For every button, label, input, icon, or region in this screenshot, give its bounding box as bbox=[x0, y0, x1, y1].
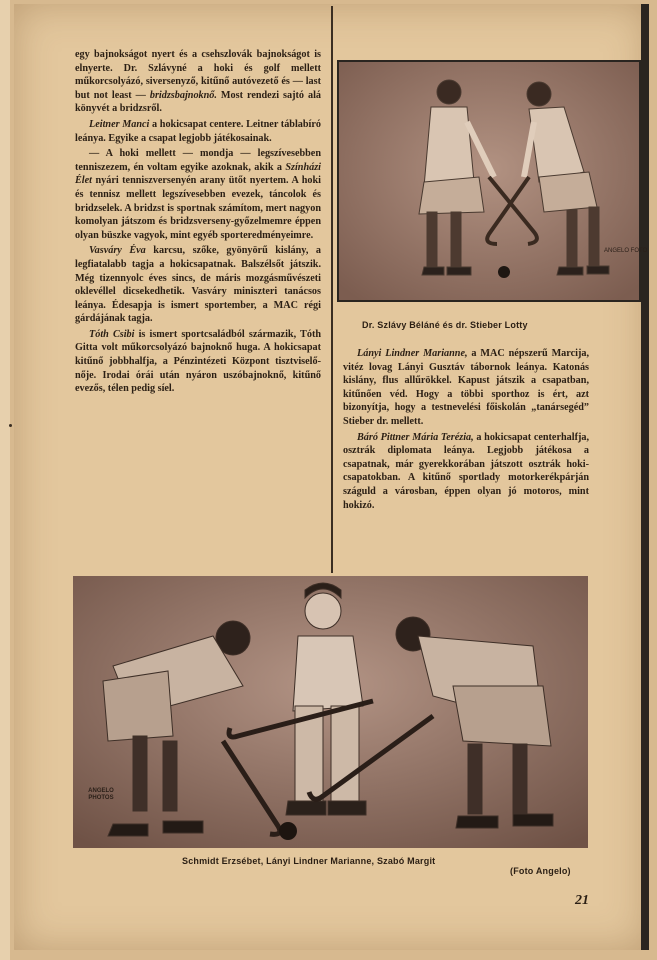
text-span: nyári tenniszversenyén arany ütőt nyertem. A hoki és tennisz mellett legszívesebben evezek, táncolok és bridzselek. A bridzst is sportnak számítom, mert nagyon komolyan játszom és bridzsverseny-győzelmemre éppen olyan büszke vagyok, mint egyéb sporteredményeimre. bbox=[75, 175, 321, 241]
text-span: is ismert sportcsaládból származik, Tóth Gitta volt műkorcsolyázó bajnoknő huga. A hokicsapat kitűnő jobbhalfja, a Pénzintézeti Központ tisztviselőnője. Irodai órái után nyáron uszóbajnoknő, kitűnő evezős, télen pedig síel. bbox=[75, 328, 321, 395]
paragraph bbox=[75, 48, 321, 116]
right-text-column bbox=[343, 347, 589, 514]
page-edge-right bbox=[641, 4, 649, 950]
top-photo bbox=[337, 60, 648, 302]
bottom-photo-stamp: ANGELO PHOTOS bbox=[88, 788, 114, 801]
bottom-photo bbox=[73, 576, 588, 848]
photo-stamp: ANGELO FOTO bbox=[604, 248, 648, 254]
text-span: — A hoki mellett — mondja — legszívesebben tenniszezem, én voltam egyike azoknak, akik a bbox=[75, 148, 321, 173]
paragraph bbox=[75, 244, 321, 326]
top-photo-image bbox=[339, 62, 648, 300]
paragraph bbox=[343, 347, 589, 429]
text-span: a MAC népszerű Marcija, vitéz lovag Lányi Gusztáv tábornok leánya. Katonás kislány, flus allűrökkel. Kapust játszik a csapatban, kitűnően véd. Hogy a többi sporthoz is ért, azt bizonyítja, hogy a testnevelési főiskolán „tanársegéd” Stieber dr. mellett. bbox=[343, 348, 589, 427]
text-span: karcsu, szőke, gyönyörű kislány, a legfiatalabb tagja a hokicsapatnak. Balszélsőt játszik. Még tizennyolc éves sincs, de máris mozgásművészeti oklevéllel dicsekedhetik. Vasváry miniszteri tanácsos leánya. Édesapja is ismert sportember, a MAC régi gárdájának tagja. bbox=[75, 245, 321, 325]
text-span: a hokicsapat centere. Leitner táblabíró leánya. Egyike a csapat legjobb játékosainak. bbox=[75, 118, 321, 144]
emphasis-text: bridzsbajnoknő. bbox=[149, 89, 217, 101]
page-mark bbox=[9, 424, 12, 427]
emphasis-text: Tóth Csibi bbox=[89, 328, 135, 340]
paragraph bbox=[343, 431, 589, 513]
photo-credit: (Foto Angelo) bbox=[510, 866, 571, 876]
text-span: egy bajnokságot nyert és a csehszlovák bajnokságot is elnyerte. Dr. Szlávyné a hoki és golf mellett műkorcsolyázó, siversenyző, kitűnő autóvezető és — last but not least — bbox=[75, 49, 321, 101]
paragraph bbox=[75, 147, 321, 242]
emphasis-text: Leitner Manci bbox=[89, 118, 150, 130]
left-text-column bbox=[75, 48, 321, 398]
emphasis-text: Lányi Lindner Marianne, bbox=[357, 348, 468, 359]
paragraph bbox=[75, 118, 321, 145]
page-edge-left bbox=[0, 0, 10, 960]
text-span: Most rendezi sajtó alá könyvét a bridzsről. bbox=[75, 89, 321, 115]
emphasis-text: Színházi Élet bbox=[75, 161, 321, 187]
emphasis-text: Báró Pittner Mária Terézia, bbox=[357, 431, 474, 443]
bottom-photo-caption: Schmidt Erzsébet, Lányi Lindner Marianne, Szabó Margit bbox=[182, 856, 436, 866]
column-divider bbox=[331, 6, 333, 573]
text-span: a hokicsapat centerhalfja, osztrák diplomata leánya. Legjobb játékosa a csapatnak, már gyerekkorában játszott osztrák hokicsapatokban. A kitűnő sportlady motorkerékpárján száguld a városban, éppen olyan jó motoros, mint hokizó. bbox=[343, 431, 589, 511]
paragraph bbox=[75, 328, 321, 396]
emphasis-text: Vasváry Éva bbox=[89, 245, 146, 257]
bottom-photo-image bbox=[73, 576, 588, 848]
page-number: 21 bbox=[575, 893, 589, 908]
top-photo-caption: Dr. Szlávy Béláné és dr. Stieber Lotty bbox=[362, 320, 528, 330]
